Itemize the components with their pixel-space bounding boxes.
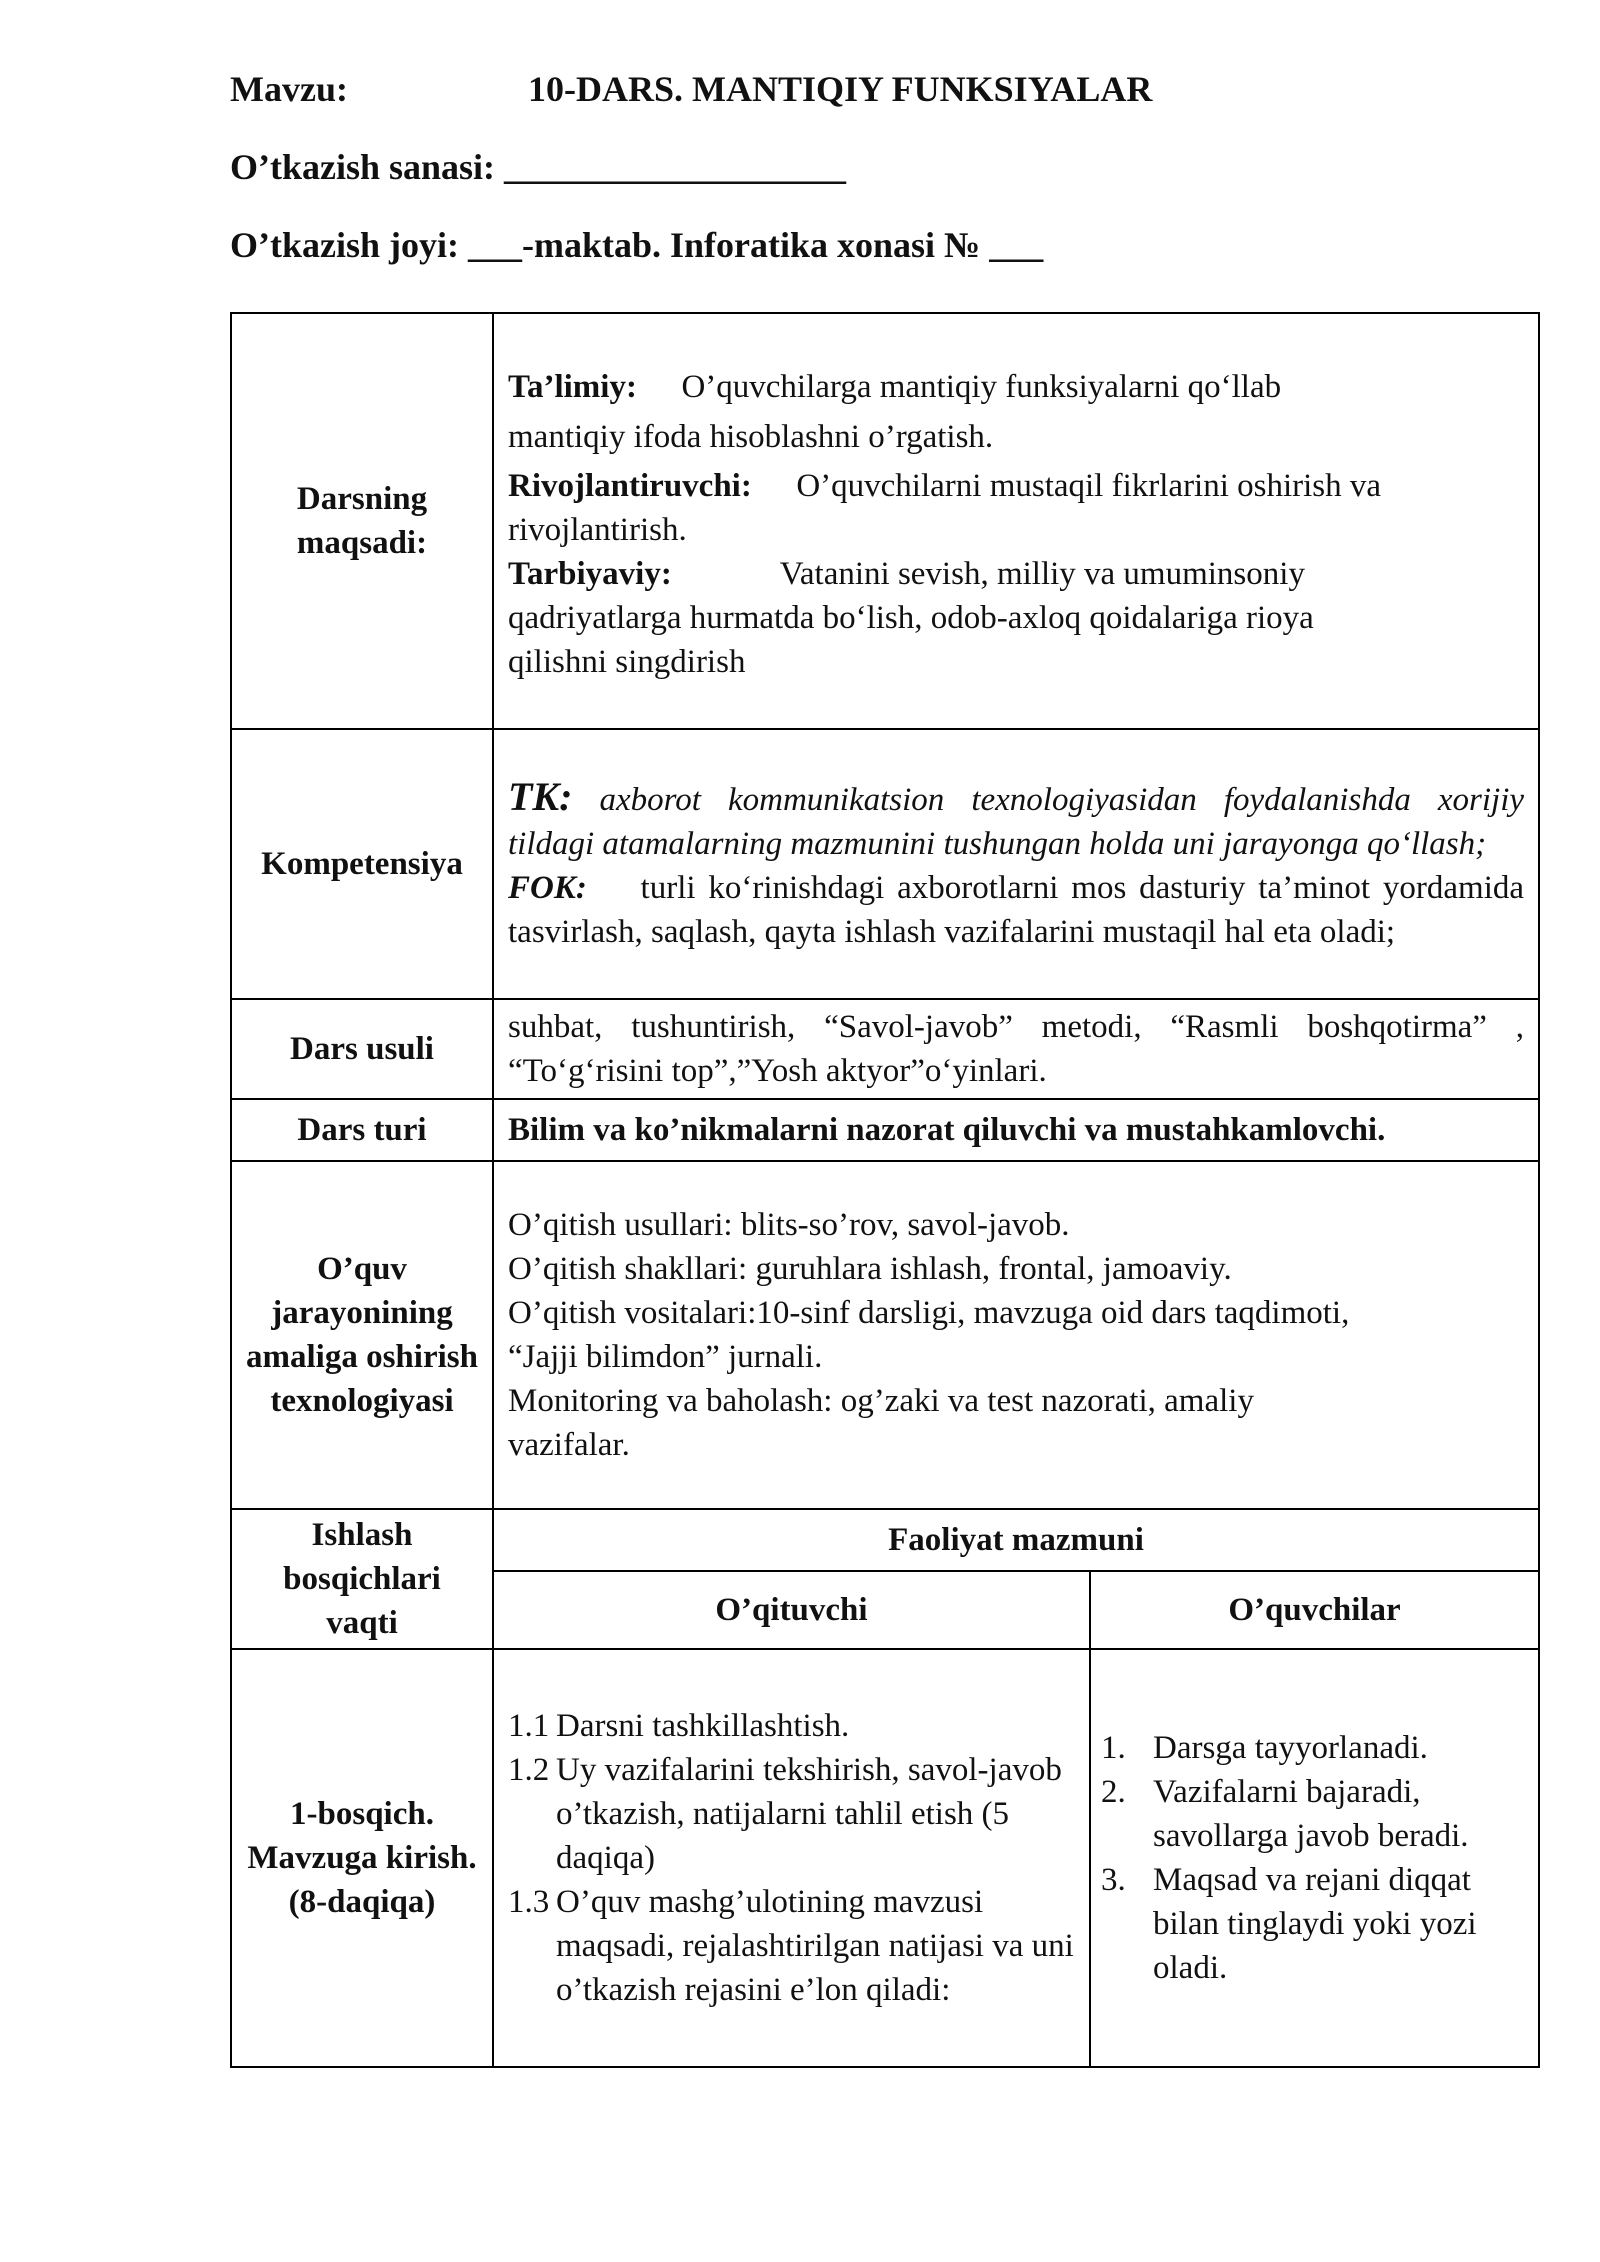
topic-label: Mavzu: — [230, 69, 348, 109]
technology-line: O’qitish shakllari: guruhlara ishlash, frontal, jamoaviy. — [508, 1251, 1232, 1287]
list-item: 1.2 Uy vazifalarini tekshirish, savol-javob o’tkazish, natijalarni tahlil etish (5 daqiqa) — [508, 1752, 1062, 1876]
educational-text-2: mantiqiy ifoda hisoblashni o’rgatish. — [508, 419, 994, 455]
place-line: O’tkazish joyi: ___-maktab. Inforatika xonasi № ___ — [230, 225, 1044, 265]
stage1-pupils — [1090, 1649, 1539, 2067]
stage1-row — [231, 1649, 1539, 2067]
tk-label: TK: — [508, 773, 573, 819]
developmental-text-1: O’quvchilarni mustaqil fikrlarini oshirish va — [796, 468, 1382, 504]
pupils-label: O’quvchilar — [1090, 1571, 1539, 1649]
list-item: 1. Darsga tayyorlanadi. — [1101, 1730, 1428, 1766]
content-label: Faoliyat mazmuni — [493, 1509, 1539, 1571]
list-item: 1.1 Darsni tashkillashtish. — [508, 1708, 850, 1744]
competence-row — [231, 729, 1539, 999]
method-label: Dars usuli — [231, 999, 493, 1099]
technology-line: O’qitish vositalari:10-sinf darsligi, mavzuga oid dars taqdimoti, — [508, 1295, 1350, 1331]
type-label: Dars turi — [231, 1099, 493, 1161]
type-row — [231, 1099, 1539, 1161]
technology-line: “Jajji bilimdon” jurnali. — [508, 1339, 823, 1375]
fok-label: FOK: — [508, 869, 587, 906]
list-item: 1.3 O’quv mashg’ulotining mavzusi maqsadi, rejalashtirilgan natijasi va uni o’tkazish rejasini e’lon qiladi: — [508, 1884, 1074, 2008]
type-text: Bilim va ko’nikmalarni nazorat qiluvchi va mustahkamlovchi. — [493, 1099, 1539, 1161]
topic-title: 10-DARS. MANTIQIY FUNKSIYALAR — [528, 69, 1153, 109]
competence-label: Kompetensiya — [231, 729, 493, 999]
stages-label: Ishlash bosqichlari vaqti — [231, 1509, 493, 1649]
educational-label: Ta’limiy: — [508, 369, 637, 405]
upbringing-text-3: qilishni singdirish — [508, 644, 746, 680]
date-line: O’tkazish sanasi: ___________________ — [230, 147, 847, 187]
technology-line: vazifalar. — [508, 1427, 630, 1463]
goals-row — [231, 313, 1539, 729]
developmental-label: Rivojlantiruvchi: — [508, 468, 752, 504]
goals-content — [493, 313, 1539, 729]
technology-content — [493, 1161, 1539, 1509]
upbringing-label: Tarbiyaviy: — [508, 556, 672, 592]
pupil-steps — [1101, 1726, 1528, 1990]
list-item: 3. Maqsad va rejani diqqat bilan tinglaydi yoki yozi oladi. — [1101, 1862, 1477, 1986]
method-text: suhbat, tushuntirish, “Savol-javob” metodi, “Rasmli boshqotirma” , “To‘g‘risini top”,”Yosh aktyor”o‘yinlari. — [493, 999, 1539, 1099]
activity-header-row — [231, 1509, 1539, 1571]
fok-text: turli ko‘rinishdagi axborotlarni mos dasturiy ta’minot yordamida tasvirlash, saqlash, qayta ishlash vazifalarini mustaqil hal eta oladi; — [508, 869, 1525, 950]
technology-label: O’quv jarayonining amaliga oshirish texnologiyasi — [231, 1161, 493, 1509]
teacher-steps — [508, 1704, 1075, 2012]
stage1-label: 1-bosqich. Mavzuga kirish. (8-daqiqa) — [231, 1649, 493, 2067]
topic-line — [230, 68, 1153, 110]
teacher-label: O’qituvchi — [493, 1571, 1090, 1649]
technology-row — [231, 1161, 1539, 1509]
educational-text-1: O’quvchilarga mantiqiy funksiyalarni qo‘llab — [681, 369, 1282, 405]
upbringing-text-2: qadriyatlarga hurmatda bo‘lish, odob-axloq qoidalariga rioya — [508, 600, 1314, 636]
goals-label: Darsning maqsadi: — [231, 313, 493, 729]
list-item: 2. Vazifalarni bajaradi, savollarga javob beradi. — [1101, 1774, 1469, 1854]
technology-line: O’qitish usullari: blits-so’rov, savol-javob. — [508, 1207, 1070, 1243]
technology-line: Monitoring va baholash: og’zaki va test nazorati, amaliy — [508, 1383, 1254, 1419]
stage1-teacher — [493, 1649, 1090, 2067]
upbringing-text-1: Vatanini sevish, milliy va umuminsoniy — [779, 556, 1305, 592]
method-row — [231, 999, 1539, 1099]
developmental-text-2: rivojlantirish. — [508, 512, 687, 548]
tk-text: axborot kommunikatsion texnologiyasidan foydalanishda xorijiy tildagi atamalarning mazmunini tushungan holda uni jarayonga qo‘llash; — [508, 781, 1525, 862]
lesson-plan-table — [230, 312, 1540, 2068]
competence-content — [493, 729, 1539, 999]
